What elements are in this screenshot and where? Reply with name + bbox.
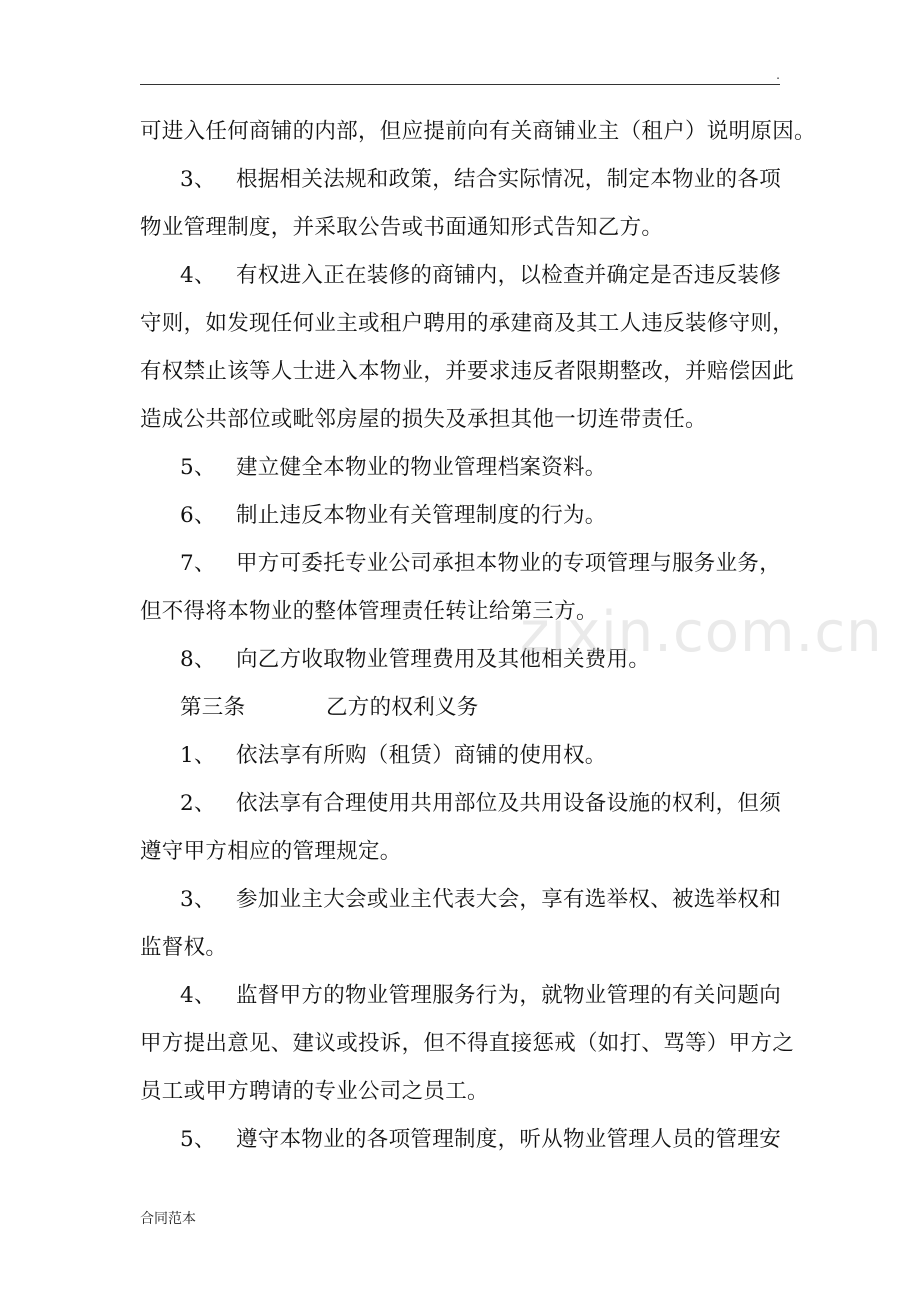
line-text: 有权进入正在装修的商铺内，以检查并确定是否违反装修 bbox=[236, 263, 782, 288]
item-number: 6、 bbox=[180, 503, 216, 528]
header-rule bbox=[140, 84, 780, 85]
item-number: 5、 bbox=[180, 455, 216, 480]
document-body bbox=[140, 108, 816, 1164]
section-title: 乙方的权利义务 bbox=[326, 695, 479, 720]
paragraph-line bbox=[140, 108, 816, 156]
item-number: 8、 bbox=[180, 647, 216, 672]
paragraph-line bbox=[140, 828, 790, 876]
line-text: 造成公共部位或毗邻房屋的损失及承担其他一切连带责任。 bbox=[140, 407, 707, 432]
line-text: 依法享有所购（租赁）商铺的使用权。 bbox=[236, 743, 607, 768]
item-number: 2、 bbox=[180, 791, 216, 816]
item-number: 4、 bbox=[180, 983, 216, 1008]
line-text: 可进入任何商铺的内部，但应提前向有关商铺业主（租户）说明原因。 bbox=[140, 119, 816, 144]
list-item bbox=[140, 636, 790, 684]
item-number: 4、 bbox=[180, 263, 216, 288]
section-number: 第三条 bbox=[180, 695, 246, 720]
line-text: 遵守甲方相应的管理规定。 bbox=[140, 839, 402, 864]
footer-label: 合同范本 bbox=[140, 1211, 196, 1227]
line-text: 甲方提出意见、建议或投诉，但不得直接惩戒（如打、骂等）甲方之 bbox=[140, 1031, 795, 1056]
watermark: zixin.com.cn bbox=[520, 600, 883, 665]
paragraph-line bbox=[140, 348, 795, 396]
line-text: 制止违反本物业有关管理制度的行为。 bbox=[236, 503, 607, 528]
line-text: 监督权。 bbox=[140, 935, 228, 960]
paragraph-line bbox=[140, 396, 790, 444]
line-text: 建立健全本物业的物业管理档案资料。 bbox=[236, 455, 607, 480]
line-text: 员工或甲方聘请的专业公司之员工。 bbox=[140, 1079, 489, 1104]
list-item bbox=[140, 780, 790, 828]
line-text: 守则，如发现任何业主或租户聘用的承建商及其工人违反装修守则， bbox=[140, 311, 795, 336]
header-mark: . bbox=[776, 68, 780, 82]
item-number: 7、 bbox=[180, 551, 216, 576]
line-text: 向乙方收取物业管理费用及其他相关费用。 bbox=[236, 647, 651, 672]
paragraph-line bbox=[140, 588, 790, 636]
line-text: 甲方可委托专业公司承担本物业的专项管理与服务业务， bbox=[236, 551, 782, 576]
item-number: 1、 bbox=[180, 743, 216, 768]
item-number: 3、 bbox=[180, 887, 216, 912]
line-text: 但不得将本物业的整体管理责任转让给第三方。 bbox=[140, 599, 598, 624]
item-number: 5、 bbox=[180, 1127, 216, 1152]
list-item bbox=[140, 1116, 790, 1164]
paragraph-line bbox=[140, 300, 795, 348]
line-text: 参加业主大会或业主代表大会，享有选举权、被选举权和 bbox=[236, 887, 782, 912]
list-item bbox=[140, 444, 790, 492]
line-text: 监督甲方的物业管理服务行为，就物业管理的有关问题向 bbox=[236, 983, 782, 1008]
line-text: 依法享有合理使用共用部位及共用设备设施的权利，但须 bbox=[236, 791, 782, 816]
paragraph-line bbox=[140, 204, 790, 252]
list-item bbox=[140, 972, 790, 1020]
list-item bbox=[140, 252, 790, 300]
list-item bbox=[140, 492, 790, 540]
line-text: 有权禁止该等人士进入本物业，并要求违反者限期整改，并赔偿因此 bbox=[140, 359, 795, 384]
paragraph-line bbox=[140, 1068, 790, 1116]
list-item bbox=[140, 540, 790, 588]
list-item bbox=[140, 732, 790, 780]
list-item bbox=[140, 156, 790, 204]
paragraph-line bbox=[140, 1020, 795, 1068]
item-number: 3、 bbox=[180, 167, 216, 192]
line-text: 根据相关法规和政策，结合实际情况，制定本物业的各项 bbox=[236, 167, 782, 192]
line-text: 物业管理制度，并采取公告或书面通知形式告知乙方。 bbox=[140, 215, 664, 240]
paragraph-line bbox=[140, 924, 790, 972]
line-text: 遵守本物业的各项管理制度，听从物业管理人员的管理安 bbox=[236, 1127, 782, 1152]
section-heading bbox=[140, 684, 790, 732]
list-item bbox=[140, 876, 790, 924]
